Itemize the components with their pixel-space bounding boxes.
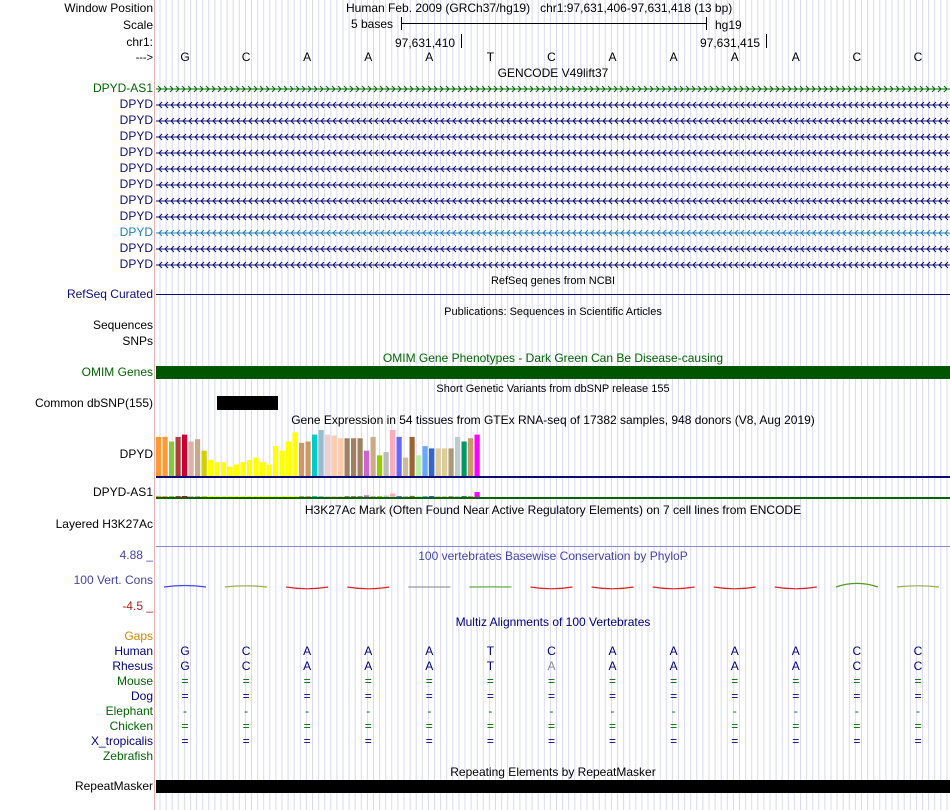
gtex-tissue-bar[interactable] — [169, 442, 174, 477]
multiz-gaps-label[interactable]: Gaps — [124, 629, 153, 643]
alignment-base: = — [181, 689, 189, 703]
alignment-base: = — [425, 689, 433, 703]
gtex-tissue-bar[interactable] — [449, 496, 454, 497]
alignment-base: = — [364, 689, 372, 703]
gtex-tissue-bar[interactable] — [169, 496, 174, 497]
refseq-label[interactable]: RefSeq Curated — [66, 287, 153, 301]
gencode-transcript-label[interactable]: DPYD — [119, 241, 153, 255]
alignment-base: = — [303, 689, 311, 703]
dbsnp-label[interactable]: Common dbSNP(155) — [34, 396, 153, 410]
alignment-base: = — [181, 719, 189, 733]
gtex-tissue-bar[interactable] — [462, 496, 467, 497]
phylop-score-mark[interactable] — [592, 587, 634, 589]
alignment-base: = — [242, 719, 250, 733]
chrom-label: chr1: — [126, 35, 153, 49]
gtex-tissue-bar[interactable] — [306, 496, 311, 497]
gtex-tissue-bar[interactable] — [299, 496, 304, 497]
gtex-tissue-bar[interactable] — [338, 496, 343, 497]
gtex-tissue-bar[interactable] — [319, 496, 324, 497]
h3k27ac-title: H3K27Ac Mark (Often Found Near Active Regulatory Elements) on 7 cell lines from ENCODE — [304, 503, 802, 517]
multiz-species-label[interactable]: Human — [114, 644, 153, 658]
alignment-base: A — [303, 644, 312, 658]
gtex-tissue-bar[interactable] — [182, 496, 187, 497]
gtex-tissue-bar[interactable] — [397, 496, 402, 497]
gencode-transcript-label[interactable]: DPYD — [119, 97, 153, 111]
gtex-tissue-bar[interactable] — [403, 496, 408, 497]
alignment-base: C — [913, 659, 923, 673]
gtex-dpyd-bars[interactable] — [156, 427, 950, 479]
alignment-base: G — [180, 659, 190, 673]
phylop-score-mark[interactable] — [653, 587, 695, 589]
alignment-base: = — [486, 719, 494, 733]
gtex-tissue-bar[interactable] — [423, 446, 428, 476]
reference-base: C — [852, 50, 862, 64]
gencode-transcript-line[interactable] — [156, 244, 950, 254]
gtex-tissue-bar[interactable] — [384, 496, 389, 497]
alignment-base: A — [669, 659, 678, 673]
gtex-tissue-bar[interactable] — [163, 496, 168, 497]
gtex-dpyd-as1-bars[interactable] — [156, 480, 950, 500]
multiz-species-label[interactable]: Mouse — [116, 674, 153, 688]
gtex-tissue-bar[interactable] — [345, 496, 350, 497]
gtex-tissue-bar[interactable] — [442, 496, 447, 497]
gtex-tissue-bar[interactable] — [299, 443, 304, 476]
alignment-base: = — [609, 734, 617, 748]
gtex-tissue-bar[interactable] — [410, 437, 415, 476]
alignment-base: C — [913, 644, 923, 658]
gtex-tissue-bar[interactable] — [364, 451, 369, 476]
gtex-tissue-bar[interactable] — [338, 438, 343, 476]
alignment-base: - — [183, 704, 187, 718]
gencode-transcript-line[interactable] — [156, 260, 950, 270]
window-position-label: Window Position — [64, 1, 153, 15]
alignment-base: - — [488, 704, 493, 718]
alignment-base: A — [791, 644, 800, 658]
label-divider — [154, 0, 155, 810]
phylop-title: 100 vertebrates Basewise Conservation by PhyloP — [418, 549, 688, 563]
reference-base: C — [547, 50, 556, 64]
omim-title: OMIM Gene Phenotypes - Dark Green Can Be Disease-causing — [382, 351, 724, 365]
alignment-base: = — [609, 719, 617, 733]
phylop-score-mark[interactable] — [897, 586, 939, 587]
scale-bar-left-tick — [401, 17, 402, 30]
scale-bar — [401, 23, 706, 24]
alignment-base: - — [305, 704, 310, 718]
multiz-title: Multiz Alignments of 100 Vertebrates — [455, 615, 651, 629]
alignment-base: = — [303, 719, 311, 733]
gtex-tissue-bar[interactable] — [390, 494, 395, 498]
gtex-tissue-bar[interactable] — [221, 496, 226, 497]
alignment-base: A — [608, 659, 617, 673]
alignment-base: C — [852, 659, 862, 673]
gtex-tissue-bar[interactable] — [358, 496, 363, 497]
multiz-species-label[interactable]: X_tropicalis — [90, 734, 153, 748]
alignment-base: - — [366, 704, 371, 718]
scale-bar-right-tick — [706, 17, 707, 30]
alignment-base: = — [731, 719, 739, 733]
omim-label[interactable]: OMIM Genes — [81, 365, 153, 379]
alignment-base: A — [425, 644, 434, 658]
phylop-score-mark[interactable] — [225, 586, 267, 587]
gencode-transcript-label[interactable]: DPYD — [119, 225, 153, 239]
alignment-base: A — [364, 644, 373, 658]
publications-sequences-label[interactable]: Sequences — [92, 318, 153, 332]
gtex-tissue-bar[interactable] — [371, 496, 376, 497]
alignment-base: C — [241, 659, 251, 673]
gtex-tissue-bar[interactable] — [468, 438, 473, 476]
gencode-transcript-line[interactable] — [156, 100, 950, 110]
reference-base: A — [425, 50, 434, 64]
alignment-base: = — [670, 734, 678, 748]
gtex-tissue-bar[interactable] — [345, 438, 350, 476]
gtex-tissue-bar[interactable] — [364, 495, 369, 497]
gtex-tissue-bar[interactable] — [176, 437, 181, 476]
gencode-transcript-line[interactable] — [156, 132, 950, 142]
reference-base: A — [303, 50, 312, 64]
alignment-base: = — [242, 734, 250, 748]
alignment-base: = — [670, 674, 678, 688]
scale-assembly: hg19 — [715, 18, 742, 32]
gtex-tissue-bar[interactable] — [267, 496, 272, 497]
phylop-score-mark[interactable] — [347, 587, 389, 589]
scale-label: Scale — [122, 18, 153, 32]
gtex-tissue-bar[interactable] — [410, 496, 415, 497]
gtex-tissue-bar[interactable] — [163, 437, 168, 476]
alignment-base: - — [244, 704, 249, 718]
alignment-base: A — [303, 659, 312, 673]
gencode-transcript-line[interactable] — [156, 180, 950, 190]
gtex-tissue-bar[interactable] — [234, 465, 239, 477]
strand-label: ---> — [135, 52, 153, 64]
alignment-base: A — [669, 644, 678, 658]
alignment-base: = — [609, 689, 617, 703]
publications-title: Publications: Sequences in Scientific Articles — [444, 306, 662, 318]
alignment-base: = — [547, 689, 555, 703]
gencode-transcript-line[interactable] — [156, 164, 950, 174]
alignment-base: = — [364, 719, 372, 733]
alignment-base: = — [792, 674, 800, 688]
gtex-tissue-bar[interactable] — [351, 438, 356, 476]
reference-base: A — [669, 50, 678, 64]
coord-1: 97,631,410 — [395, 36, 456, 50]
alignment-base: = — [181, 734, 189, 748]
alignment-base: - — [610, 704, 615, 718]
h3k27ac-label[interactable]: Layered H3K27Ac — [55, 517, 153, 531]
phylop-score-mark[interactable] — [530, 587, 572, 589]
gtex-tissue-bar[interactable] — [221, 462, 226, 476]
alignment-base: = — [486, 734, 494, 748]
multiz-species-label[interactable]: Dog — [130, 689, 153, 703]
alignment-base: = — [914, 719, 922, 733]
repeatmasker-label[interactable]: RepeatMasker — [74, 779, 153, 793]
gtex-tissue-bar[interactable] — [189, 442, 194, 477]
gtex-tissue-bar[interactable] — [156, 496, 161, 497]
gtex-tissue-bar[interactable] — [429, 448, 434, 476]
alignment-base: A — [425, 659, 434, 673]
gtex-tissue-bar[interactable] — [475, 492, 480, 497]
repeatmasker-bar[interactable] — [156, 780, 950, 793]
alignment-base: G — [180, 644, 190, 658]
alignment-base: = — [853, 719, 861, 733]
gtex-tissue-bar[interactable] — [371, 437, 376, 476]
phylop-score-mark[interactable] — [836, 583, 878, 587]
alignment-base: = — [853, 734, 861, 748]
gtex-tissue-bar[interactable] — [403, 458, 408, 476]
alignment-base: = — [181, 674, 189, 688]
alignment-base: = — [731, 734, 739, 748]
gtex-tissue-bar[interactable] — [312, 496, 317, 497]
gtex-tissue-bar[interactable] — [416, 496, 421, 497]
gtex-tissue-bar[interactable] — [423, 496, 428, 497]
gtex-tissue-bar[interactable] — [325, 496, 330, 497]
alignment-base: = — [853, 689, 861, 703]
alignment-base: - — [915, 704, 920, 718]
gencode-transcript-label[interactable]: DPYD-AS1 — [92, 81, 153, 95]
publications-snps-label[interactable]: SNPs — [122, 334, 153, 348]
gtex-tissue-bar[interactable] — [202, 496, 207, 497]
gencode-transcript-line[interactable] — [156, 116, 950, 126]
alignment-base: = — [364, 674, 372, 688]
gencode-transcript-line[interactable] — [156, 196, 950, 206]
alignment-base: A — [791, 659, 800, 673]
gtex-tissue-bar[interactable] — [416, 455, 421, 476]
gtex-tissue-bar[interactable] — [260, 462, 265, 476]
alignment-base: - — [427, 704, 432, 718]
gtex-tissue-bar[interactable] — [377, 455, 382, 476]
repeatmasker-title: Repeating Elements by RepeatMasker — [450, 765, 656, 779]
gtex-label-dpyd[interactable]: DPYD — [119, 447, 153, 461]
gencode-transcript-label[interactable]: DPYD — [119, 145, 153, 159]
gencode-transcript-label[interactable]: DPYD — [119, 129, 153, 143]
gtex-tissue-bar[interactable] — [280, 496, 285, 497]
alignment-base: = — [731, 674, 739, 688]
gtex-tissue-bar[interactable] — [442, 448, 447, 476]
alignment-base: = — [547, 674, 555, 688]
coord-2: 97,631,415 — [700, 36, 761, 50]
alignment-base: = — [670, 719, 678, 733]
gtex-tissue-bar[interactable] — [208, 496, 213, 497]
alignment-base: = — [303, 674, 311, 688]
gtex-title: Gene Expression in 54 tissues from GTEx RNA-seq of 17382 samples, 948 donors (V8, Aug 2019) — [291, 413, 815, 427]
gtex-tissue-bar[interactable] — [332, 436, 337, 476]
alignment-base: = — [914, 734, 922, 748]
multiz-species-label[interactable]: Chicken — [109, 719, 153, 733]
alignment-base: A — [364, 659, 373, 673]
scale-text: 5 bases — [351, 17, 394, 31]
alignment-base: - — [793, 704, 798, 718]
gtex-tissue-bar[interactable] — [286, 442, 291, 477]
gtex-tissue-bar[interactable] — [358, 438, 363, 476]
gtex-tissue-bar[interactable] — [390, 430, 395, 476]
alignment-base: = — [242, 674, 250, 688]
gtex-tissue-bar[interactable] — [325, 435, 330, 476]
alignment-base: = — [425, 734, 433, 748]
gencode-transcript-line[interactable] — [156, 148, 950, 158]
gencode-transcript-label[interactable]: DPYD — [119, 161, 153, 175]
alignment-base: = — [792, 689, 800, 703]
gtex-tissue-bar[interactable] — [234, 496, 239, 497]
refseq-title: RefSeq genes from NCBI — [490, 275, 616, 287]
gtex-tissue-bar[interactable] — [228, 467, 233, 476]
gencode-transcript-label[interactable]: DPYD — [119, 257, 153, 271]
reference-base: C — [913, 50, 923, 64]
omim-feature-bar[interactable] — [156, 366, 950, 379]
gtex-tissue-bar[interactable] — [312, 435, 317, 476]
refseq-gene-line[interactable] — [156, 294, 950, 295]
gtex-tissue-bar[interactable] — [455, 437, 460, 476]
alignment-base: T — [486, 644, 495, 658]
gtex-tissue-bar[interactable] — [267, 465, 272, 477]
alignment-base: A — [730, 659, 739, 673]
alignment-base: A — [730, 644, 739, 658]
gencode-transcript-line[interactable] — [156, 212, 950, 222]
coord-1-tick — [461, 34, 462, 48]
phylop-bottom-value: -4.5 _ — [122, 599, 153, 613]
phylop-score-mark[interactable] — [286, 587, 328, 589]
alignment-base: C — [547, 644, 556, 658]
dbsnp-variant-block[interactable] — [217, 396, 278, 410]
alignment-base: = — [486, 689, 494, 703]
gtex-tissue-bar[interactable] — [384, 452, 389, 476]
reference-base: T — [486, 50, 495, 64]
alignment-base: T — [486, 659, 495, 673]
gtex-tissue-bar[interactable] — [195, 496, 200, 497]
gtex-tissue-bar[interactable] — [247, 496, 252, 497]
alignment-base: = — [547, 719, 555, 733]
alignment-base: = — [486, 674, 494, 688]
alignment-base: = — [547, 734, 555, 748]
multiz-species-label[interactable]: Zebrafish — [102, 749, 153, 763]
alignment-base: = — [303, 734, 311, 748]
gencode-transcript-label[interactable]: DPYD — [119, 193, 153, 207]
gtex-tissue-bar[interactable] — [189, 496, 194, 497]
gtex-tissue-bar[interactable] — [475, 435, 480, 476]
gtex-tissue-bar[interactable] — [241, 496, 246, 497]
alignment-base: = — [792, 719, 800, 733]
reference-base: C — [241, 50, 251, 64]
gtex-tissue-bar[interactable] — [156, 437, 161, 476]
alignment-base: = — [364, 734, 372, 748]
alignment-base: = — [914, 674, 922, 688]
gtex-tissue-bar[interactable] — [241, 462, 246, 476]
phylop-wiggle[interactable] — [156, 575, 950, 599]
alignment-base: - — [854, 704, 859, 718]
gtex-tissue-bar[interactable] — [247, 460, 252, 476]
phylop-score-mark[interactable] — [714, 587, 756, 589]
gtex-tissue-bar[interactable] — [228, 496, 233, 497]
gencode-transcript-line[interactable] — [156, 228, 950, 238]
gtex-tissue-bar[interactable] — [468, 496, 473, 497]
alignment-base: A — [608, 644, 617, 658]
alignment-base: = — [425, 719, 433, 733]
reference-base: G — [180, 50, 190, 64]
alignment-base: = — [609, 674, 617, 688]
gtex-tissue-bar[interactable] — [332, 496, 337, 497]
alignment-base: = — [731, 689, 739, 703]
gtex-tissue-bar[interactable] — [202, 451, 207, 476]
gtex-tissue-bar[interactable] — [215, 496, 220, 497]
gtex-tissue-bar[interactable] — [260, 496, 265, 497]
gtex-tissue-bar[interactable] — [319, 430, 324, 476]
phylop-score-mark[interactable] — [164, 586, 206, 588]
coord-2-tick — [766, 34, 767, 48]
gtex-tissue-bar[interactable] — [377, 496, 382, 497]
phylop-top-line — [156, 546, 950, 547]
gtex-tissue-bar[interactable] — [351, 496, 356, 497]
gtex-tissue-bar[interactable] — [449, 448, 454, 476]
gtex-tissue-bar[interactable] — [462, 442, 467, 477]
reference-base: A — [730, 50, 739, 64]
alignment-base: - — [549, 704, 554, 718]
gencode-transcript-label[interactable]: DPYD — [119, 113, 153, 127]
phylop-score-mark[interactable] — [775, 587, 817, 589]
alignment-base: = — [242, 689, 250, 703]
dbsnp-title: Short Genetic Variants from dbSNP release 155 — [436, 383, 670, 395]
gtex-tissue-bar[interactable] — [182, 435, 187, 476]
gtex-tissue-bar[interactable] — [254, 496, 259, 497]
reference-base: A — [791, 50, 800, 64]
gtex-tissue-bar[interactable] — [273, 496, 278, 497]
alignment-base: = — [670, 689, 678, 703]
gencode-transcript-label[interactable]: DPYD — [119, 177, 153, 191]
gencode-transcript-label[interactable]: DPYD — [119, 209, 153, 223]
gtex-tissue-bar[interactable] — [208, 460, 213, 476]
gtex-tissue-bar[interactable] — [293, 432, 298, 476]
alignment-base: = — [853, 674, 861, 688]
multiz-species-label[interactable]: Elephant — [105, 704, 153, 718]
alignment-base: = — [914, 689, 922, 703]
alignment-base: C — [241, 644, 251, 658]
alignment-base: - — [732, 704, 737, 718]
phylop-top-value: 4.88 _ — [119, 548, 153, 562]
gtex-tissue-bar[interactable] — [215, 462, 220, 476]
gtex-tissue-bar[interactable] — [429, 496, 434, 497]
gencode-title: GENCODE V49lift37 — [497, 66, 609, 80]
gtex-tissue-bar[interactable] — [306, 442, 311, 477]
gtex-tissue-bar[interactable] — [273, 446, 278, 476]
alignment-base: = — [792, 734, 800, 748]
gtex-label-dpyd-as1[interactable]: DPYD-AS1 — [92, 485, 153, 499]
alignment-base: A — [547, 659, 556, 673]
alignment-base: = — [425, 674, 433, 688]
gtex-tissue-bar[interactable] — [455, 496, 460, 497]
alignment-base: C — [852, 644, 862, 658]
gtex-tissue-bar[interactable] — [436, 496, 441, 497]
gtex-tissue-bar[interactable] — [436, 448, 441, 476]
gencode-transcript-line[interactable] — [156, 84, 950, 94]
alignment-base: - — [671, 704, 676, 718]
gtex-tissue-bar[interactable] — [286, 496, 291, 497]
gtex-tissue-bar[interactable] — [293, 496, 298, 497]
window-position-value: Human Feb. 2009 (GRCh37/hg19) chr1:97,631,406-97,631,418 (13 bp) — [346, 1, 733, 15]
multiz-species-label[interactable]: Rhesus — [112, 659, 153, 673]
gtex-tissue-bar[interactable] — [176, 496, 181, 497]
gtex-tissue-bar[interactable] — [280, 451, 285, 476]
gtex-tissue-bar[interactable] — [397, 437, 402, 476]
reference-base: A — [608, 50, 617, 64]
gtex-tissue-bar[interactable] — [195, 439, 200, 476]
gtex-tissue-bar[interactable] — [254, 458, 259, 476]
reference-base: A — [364, 50, 373, 64]
phylop-label[interactable]: 100 Vert. Cons — [73, 573, 153, 587]
